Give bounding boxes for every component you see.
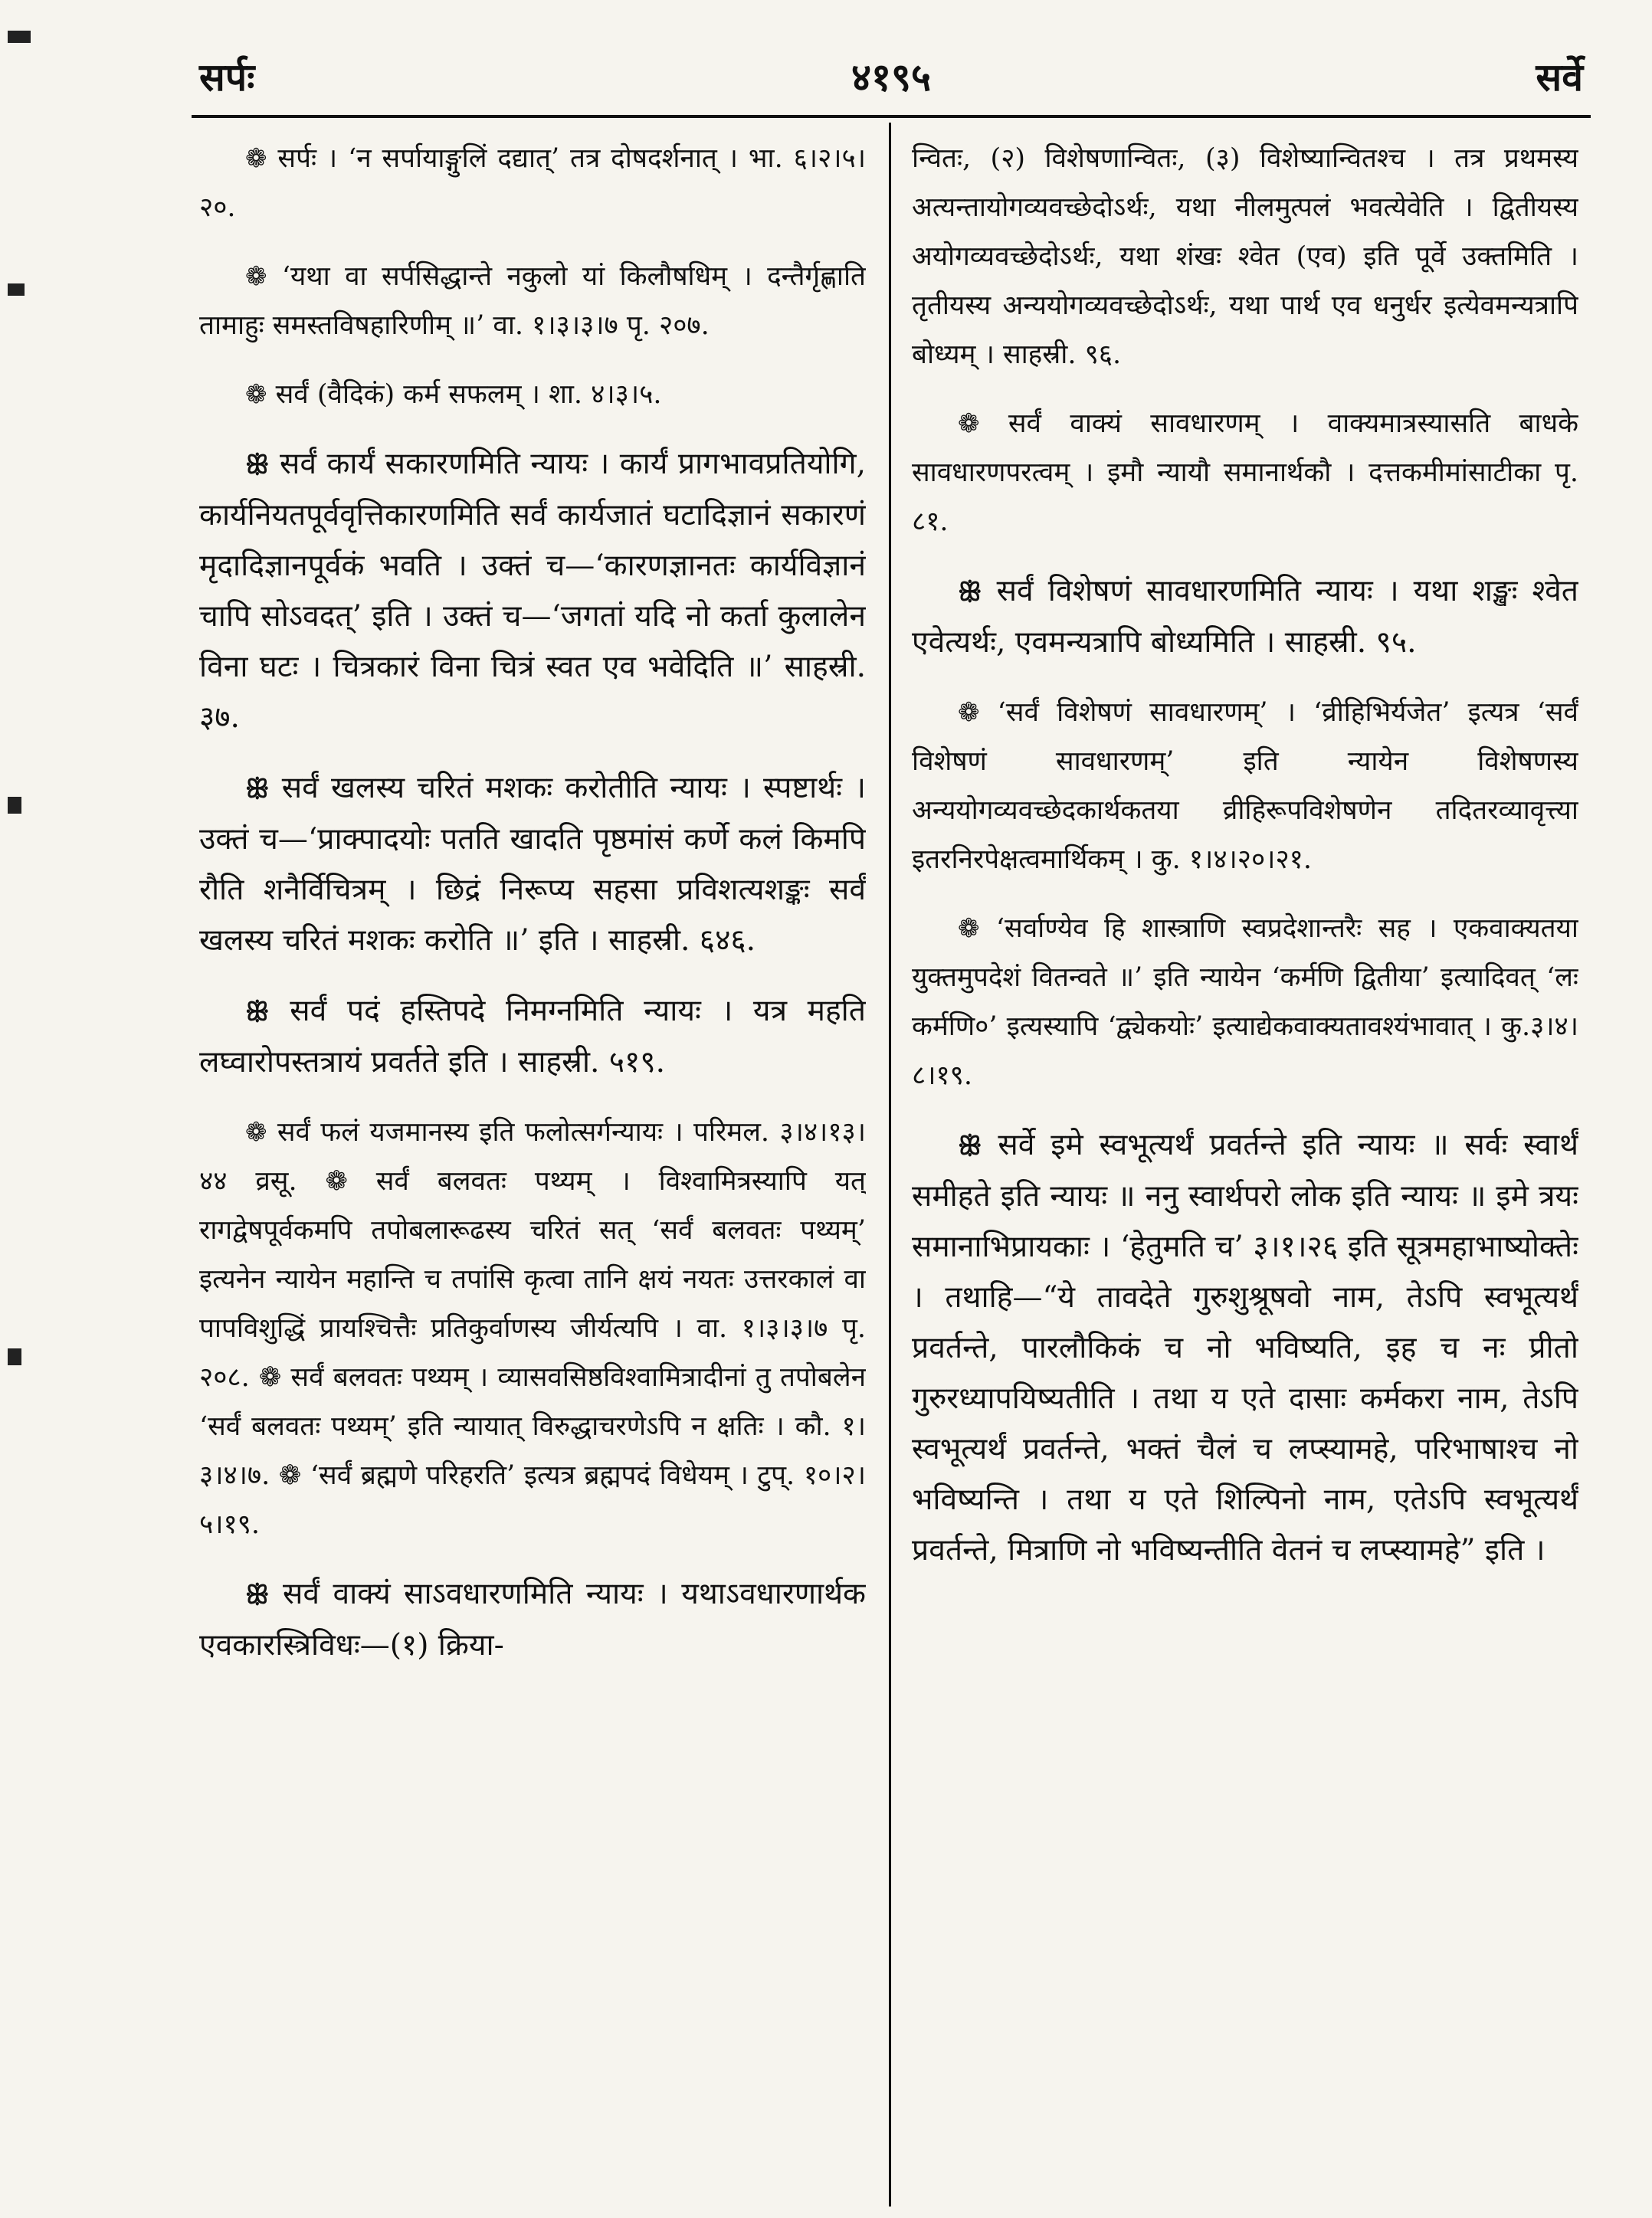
entry-text: सर्वं खलस्य चरितं मशकः करोतीति न्यायः । स्पष्टार्थः । उक्तं च—‘प्राक्पादयोः पतति खादति पृष्ठमांसं कर्णे कलं किमपि रौति शनैर्विचित्रम् । छिद्रं निरूप्य सहसा प्रविशत्यशङ्कः सर्वं खलस्य चरितं मशकः करोति ॥’ इति । साहस्री. ६४६. bbox=[199, 771, 866, 958]
entry-paragraph bbox=[912, 566, 1578, 668]
entry-marker-icon: ꕥ bbox=[245, 774, 270, 804]
entry-marker-icon: ❁ bbox=[245, 143, 267, 174]
entry-text: सर्वं वाक्यं साऽवधारणमिति न्यायः । यथाऽवधारणार्थक एवकारस्त्रिविधः—(१) क्रिया- bbox=[199, 1577, 866, 1663]
entry-paragraph bbox=[199, 1569, 866, 1671]
entry-text: सर्वं विशेषणं सावधारणमिति न्यायः । यथा शङ्खः श्वेत एवेत्यर्थः, एवमन्यत्रापि बोध्यमिति । साहस्री. ९५. bbox=[912, 574, 1578, 660]
margin-mark bbox=[8, 283, 25, 296]
entry-text: न्वितः, (२) विशेषणान्वितः, (३) विशेष्यान्वितश्च । तत्र प्रथमस्य अत्यन्तायोगव्यवच्छेदोऽर्थः, यथा नीलमुत्पलं भवत्येवेति । द्वितीयस्य अयोगव्यवच्छेदोऽर्थः, यथा शंखः श्वेत (एव) इति पूर्वे उक्तमिति । तृतीयस्य अन्ययोगव्यवच्छेदोऽर्थः, यथा पार्थ एव धनुर्धर इत्येवमन्यत्रापि बोध्यम् । साहस्री. ९६. bbox=[912, 143, 1578, 370]
entry-text: सर्वं वाक्यं सावधारणम् । वाक्यमात्रस्यासति बाधके सावधारणपरत्वम् । इमौ न्यायौ समानार्थकौ । दत्तकमीमांसाटीका पृ. ८१. bbox=[912, 408, 1578, 537]
entry-text: सर्पः । ‘न सर्पायाङ्गुलिं दद्यात्’ तत्र दोषदर्शनात् । भा. ६।२।५।२०. bbox=[199, 143, 866, 223]
entry-marker-icon: ❁ bbox=[245, 261, 267, 292]
header-left-word: सर्पः bbox=[199, 54, 255, 100]
entry-marker-icon: ꕥ bbox=[958, 577, 982, 608]
entry-paragraph bbox=[912, 904, 1578, 1100]
entry-text: ‘सर्वाण्येव हि शास्त्राणि स्वप्रदेशान्तरैः सह । एकवाक्यतया युक्तमुपदेशं वितन्वते ॥’ इति न्यायेन ‘कर्मणि द्वितीया’ इत्यादिवत् ‘लः कर्मणि०’ इत्यस्यापि ‘द्व्येकयोः’ इत्याद्येकवाक्यतावश्यंभावात् । कु.३।४।८।१९. bbox=[912, 913, 1578, 1091]
left-column bbox=[199, 134, 866, 2203]
page-number: ४१९५ bbox=[851, 54, 931, 100]
entry-marker-icon: ꕥ bbox=[245, 997, 270, 1027]
entry-paragraph bbox=[912, 1120, 1578, 1576]
entry-paragraph bbox=[199, 439, 866, 743]
margin-mark bbox=[8, 31, 31, 43]
entry-text: सर्वं कार्यं सकारणमिति न्यायः । कार्यं प्रागभावप्रतियोगि, कार्यनियतपूर्ववृत्तिकारणमिति सर्वं कार्यजातं घटादिज्ञानं सकारणं मृदादिज्ञानपूर्वकं भवति । उक्तं च—‘कारणज्ञानतः कार्यविज्ञानं चापि सोऽवदत्’ इति । उक्तं च—‘जगतां यदि नो कर्ता कुलालेन विना घटः । चित्रकारं विना चित्रं स्वत एव भवेदिति ॥’ साहस्री. ३७. bbox=[199, 447, 866, 735]
entry-marker-icon: ❁ bbox=[958, 408, 980, 439]
entry-paragraph bbox=[199, 370, 866, 419]
entry-marker-icon: ❁ bbox=[245, 1117, 267, 1148]
entry-text: सर्वं फलं यजमानस्य इति फलोत्सर्गन्यायः । परिमल. ३।४।१३।४४ व्रसू. ❁ सर्वं बलवतः पथ्यम् । विश्वामित्रस्यापि यत् रागद्वेषपूर्वकमपि तपोबलारूढस्य चरितं सत् ‘सर्वं बलवतः पथ्यम्’ इत्यनेन न्यायेन महान्ति च तपांसि कृत्वा तानि क्षयं नयतः उत्तरकालं वा पापविशुद्धिं प्रायश्चित्तैः प्रतिकुर्वाणस्य जीर्यत्यपि । वा. १।३।३।७ पृ. २०८. ❁ सर्वं बलवतः पथ्यम् । व्यासवसिष्ठविश्वामित्रादीनां तु तपोबलेन ‘सर्वं बलवतः पथ्यम्’ इति न्यायात् विरुद्धाचरणेऽपि न क्षतिः । कौ. १।३।४।७. ❁ ‘सर्वं ब्रह्मणे परिहरति’ इत्यत्र ब्रह्मपदं विधेयम् । टुप्. १०।२।५।१९. bbox=[199, 1117, 866, 1540]
entry-marker-icon: ❁ bbox=[958, 697, 980, 728]
margin-mark bbox=[8, 797, 21, 814]
entry-paragraph bbox=[199, 986, 866, 1088]
entry-paragraph bbox=[912, 688, 1578, 884]
entry-paragraph bbox=[199, 134, 866, 232]
entry-marker-icon: ❁ bbox=[245, 379, 267, 410]
page-header bbox=[192, 42, 1591, 111]
entry-text: ‘यथा वा सर्पसिद्धान्ते नकुलो यां किलौषधिम् । दन्तैर्गृह्णाति तामाहुः समस्तविषहारिणीम् ॥’ वा. १।३।३।७ पृ. २०७. bbox=[199, 261, 866, 341]
entry-marker-icon: ꕥ bbox=[245, 1580, 270, 1610]
entry-text: सर्वं पदं हस्तिपदे निमग्नमिति न्यायः । यत्र महति लघ्वारोपस्तत्रायं प्रवर्तते इति । साहस्री. ५१९. bbox=[199, 994, 866, 1080]
header-rule bbox=[192, 115, 1591, 118]
entry-text: सर्वं (वैदिकं) कर्म सफलम् । शा. ४।३।५. bbox=[275, 379, 662, 410]
entry-paragraph bbox=[199, 1108, 866, 1549]
right-column bbox=[912, 134, 1578, 2203]
entry-text: सर्वे इमे स्वभूत्यर्थं प्रवर्तन्ते इति न्यायः ॥ सर्वः स्वार्थं समीहते इति न्यायः ॥ ननु स्वार्थपरो लोक इति न्यायः ॥ इमे त्रयः समानाभिप्रायकाः । ‘हेतुमति च’ ३।१।२६ इति सूत्रमहाभाष्योक्तेः । तथाहि—“ये तावदेते गुरुशुश्रूषवो नाम, तेऽपि स्वभूत्यर्थं प्रवर्तन्ते, पारलौकिकं च नो भविष्यति, इह च नः प्रीतो गुरुरध्यापयिष्यतीति । तथा य एते दासाः कर्मकरा नाम, तेऽपि स्वभूत्यर्थं प्रवर्तन्ते, भक्तं चैलं च लप्स्यामहे, परिभाषाश्च नो भविष्यन्ति । तथा य एते शिल्पिनो नाम, एतेऽपि स्वभूत्यर्थं प्रवर्तन्ते, मित्राणि नो भविष्यन्तीति वेतनं च लप्स्यामहे” इति । bbox=[912, 1128, 1578, 1568]
column-divider bbox=[889, 123, 891, 2207]
entry-text: ‘सर्वं विशेषणं सावधारणम्’ । ‘व्रीहिभिर्यजेत’ इत्यत्र ‘सर्वं विशेषणं सावधारणम्’ इति न्यायेन विशेषणस्य अन्ययोगव्यवच्छेदकार्थकतया व्रीहिरूपविशेषणेन तदितरव्यावृत्त्या इतरनिरपेक्षत्वमार्थिकम् । कु. १।४।२०।२१. bbox=[912, 697, 1578, 875]
entry-marker-icon: ꕥ bbox=[958, 1131, 982, 1161]
entry-paragraph bbox=[199, 252, 866, 350]
entry-marker-icon: ꕥ bbox=[245, 450, 270, 480]
margin-mark bbox=[8, 1348, 21, 1365]
entry-paragraph bbox=[912, 399, 1578, 546]
header-right-word: सर्वे bbox=[1536, 54, 1583, 100]
entry-paragraph bbox=[199, 763, 866, 966]
entry-marker-icon: ❁ bbox=[958, 913, 980, 944]
entry-paragraph bbox=[912, 134, 1578, 379]
